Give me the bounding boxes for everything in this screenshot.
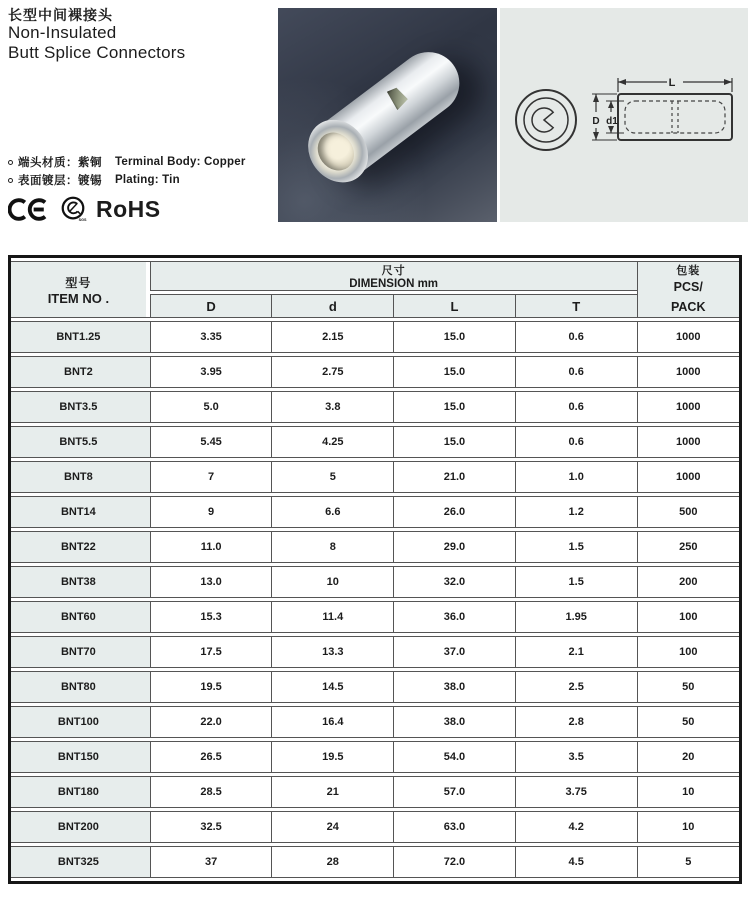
pack-cell: 1000 [637, 321, 739, 353]
dim-D-cell: 19.5 [150, 671, 272, 703]
dim-L-cell: 38.0 [393, 706, 515, 738]
dim-d-cell: 10 [271, 566, 393, 598]
connector-bore [310, 125, 361, 177]
dim-d-cell: 19.5 [271, 741, 393, 773]
dim-D-cell: 15.3 [150, 601, 272, 633]
dim-L-cell: 63.0 [393, 811, 515, 843]
connector-open-end [296, 108, 380, 194]
pack-cell: 100 [637, 601, 739, 633]
bullet-icon [8, 160, 13, 165]
spec-en-text: Terminal Body: Copper [115, 156, 246, 168]
spec-cn-text: 表面镀层：镀锡 [18, 175, 102, 187]
quality-cert-icon [59, 195, 87, 223]
dim-d-cell: 14.5 [271, 671, 393, 703]
dim-T-cell: 0.6 [515, 426, 637, 458]
table-row [11, 741, 739, 773]
col-header-L: L [393, 294, 515, 318]
end-view-outer-circle [516, 90, 576, 150]
dim-L-cell: 21.0 [393, 461, 515, 493]
pack-cell: 1000 [637, 356, 739, 388]
table-row [11, 811, 739, 843]
dim-D-cell: 32.5 [150, 811, 272, 843]
side-view-bore-dashed [625, 101, 725, 133]
dim-D-cell: 3.35 [150, 321, 272, 353]
table-row [11, 496, 739, 528]
dim-d-cell: 11.4 [271, 601, 393, 633]
col-header-dimension [150, 261, 637, 291]
item-header-cn: 型号 [65, 275, 92, 290]
label-D: D [592, 116, 600, 127]
table-row [11, 566, 739, 598]
dim-L-cell: 15.0 [393, 356, 515, 388]
product-photo [278, 8, 497, 222]
pack-cell: 1000 [637, 391, 739, 423]
dim-L-cell: 72.0 [393, 846, 515, 878]
col-header-d: d [271, 294, 393, 318]
dim-D-cell: 7 [150, 461, 272, 493]
table-row [11, 636, 739, 668]
dimension-header-cn: 尺寸 [381, 265, 406, 277]
dim-D-cell: 13.0 [150, 566, 272, 598]
dim-d-cell: 24 [271, 811, 393, 843]
item-no-cell: BNT2 [11, 356, 150, 388]
pack-cell: 10 [637, 776, 739, 808]
table-row [11, 601, 739, 633]
material-specs [8, 153, 246, 189]
dim-D-cell: 37 [150, 846, 272, 878]
label-L: L [668, 77, 676, 89]
dimension-drawing [500, 8, 748, 222]
dim-T-cell: 3.75 [515, 776, 637, 808]
table-row [11, 321, 739, 353]
table-row [11, 846, 739, 878]
label-d1: d1 [606, 116, 618, 127]
rohs-label: RoHS [96, 195, 161, 222]
pack-cell: 1000 [637, 426, 739, 458]
dim-d-cell: 6.6 [271, 496, 393, 528]
item-no-cell: BNT22 [11, 531, 150, 563]
dim-T-cell: 1.5 [515, 531, 637, 563]
col-header-T: T [515, 294, 637, 318]
dimension-diagram [500, 8, 748, 222]
dim-D-cell: 5.45 [150, 426, 272, 458]
dim-L-cell: 32.0 [393, 566, 515, 598]
table-row [11, 776, 739, 808]
dim-D-cell: 17.5 [150, 636, 272, 668]
dim-D-cell: 5.0 [150, 391, 272, 423]
dim-d-cell: 8 [271, 531, 393, 563]
item-no-cell: BNT38 [11, 566, 150, 598]
item-no-cell: BNT70 [11, 636, 150, 668]
dim-T-cell: 4.5 [515, 846, 637, 878]
dim-L-cell: 15.0 [393, 391, 515, 423]
item-no-cell: BNT180 [11, 776, 150, 808]
dim-D-cell: 11.0 [150, 531, 272, 563]
item-no-cell: BNT14 [11, 496, 150, 528]
table-row [11, 531, 739, 563]
cert-small-label: SGS [78, 218, 87, 223]
item-no-cell: BNT3.5 [11, 391, 150, 423]
dim-d-cell: 28 [271, 846, 393, 878]
dim-d-cell: 16.4 [271, 706, 393, 738]
dim-d-cell: 5 [271, 461, 393, 493]
spec-table [8, 255, 742, 884]
pack-cell: 5 [637, 846, 739, 878]
item-no-cell: BNT60 [11, 601, 150, 633]
item-no-cell: BNT5.5 [11, 426, 150, 458]
dim-T-cell: 0.6 [515, 391, 637, 423]
pack-cell: 100 [637, 636, 739, 668]
dim-D-cell: 9 [150, 496, 272, 528]
table-row [11, 461, 739, 493]
pack-header-pcs: PCS/ [673, 280, 703, 295]
dim-D-cell: 26.5 [150, 741, 272, 773]
item-no-cell: BNT100 [11, 706, 150, 738]
item-no-cell: BNT200 [11, 811, 150, 843]
dim-L-cell: 54.0 [393, 741, 515, 773]
dim-d-cell: 2.15 [271, 321, 393, 353]
dim-T-cell: 4.2 [515, 811, 637, 843]
dim-L-cell: 37.0 [393, 636, 515, 668]
dim-L-cell: 15.0 [393, 426, 515, 458]
dim-d-cell: 13.3 [271, 636, 393, 668]
dim-D-cell: 22.0 [150, 706, 272, 738]
dim-T-cell: 2.8 [515, 706, 637, 738]
end-view-wedge [532, 108, 553, 132]
ce-mark-icon [8, 198, 50, 221]
page-title-en-line1: Non-Insulated [8, 23, 117, 43]
table-row [11, 391, 739, 423]
bullet-icon [8, 178, 13, 183]
certification-marks [8, 194, 161, 224]
table-row [11, 671, 739, 703]
dim-T-cell: 2.5 [515, 671, 637, 703]
dim-T-cell: 0.6 [515, 321, 637, 353]
dim-d-cell: 4.25 [271, 426, 393, 458]
end-view-inner-circle [524, 98, 568, 142]
page-title-cn: 长型中间裸接头 [8, 7, 113, 23]
pack-cell: 20 [637, 741, 739, 773]
dim-T-cell: 1.2 [515, 496, 637, 528]
dimension-header-en: DIMENSION mm [349, 278, 439, 290]
pack-cell: 10 [637, 811, 739, 843]
dim-L-cell: 15.0 [393, 321, 515, 353]
dim-T-cell: 1.0 [515, 461, 637, 493]
table-row [11, 426, 739, 458]
spec-terminal-body [8, 153, 246, 171]
table-row [11, 356, 739, 388]
pack-cell: 250 [637, 531, 739, 563]
spec-en-text: Plating: Tin [115, 174, 180, 186]
dim-d-cell: 2.75 [271, 356, 393, 388]
dim-d-cell: 21 [271, 776, 393, 808]
pack-cell: 1000 [637, 461, 739, 493]
dim-L-cell: 29.0 [393, 531, 515, 563]
item-header-en: ITEM NO . [47, 290, 110, 306]
col-header-pack [637, 261, 739, 318]
spec-cn-text: 端头材质：紫铜 [18, 157, 102, 169]
dim-T-cell: 3.5 [515, 741, 637, 773]
connector-body [300, 40, 471, 191]
item-no-cell: BNT150 [11, 741, 150, 773]
dim-T-cell: 1.95 [515, 601, 637, 633]
pack-cell: 200 [637, 566, 739, 598]
pack-header-pack: PACK [671, 299, 706, 314]
dim-L-cell: 36.0 [393, 601, 515, 633]
dim-T-cell: 2.1 [515, 636, 637, 668]
item-no-cell: BNT1.25 [11, 321, 150, 353]
pack-header-cn: 包装 [676, 265, 701, 278]
dim-T-cell: 1.5 [515, 566, 637, 598]
title-block [8, 8, 185, 63]
col-header-D: D [150, 294, 272, 318]
dim-L-cell: 26.0 [393, 496, 515, 528]
spec-plating [8, 171, 246, 189]
dim-D-cell: 3.95 [150, 356, 272, 388]
pack-cell: 50 [637, 671, 739, 703]
dim-D-cell: 28.5 [150, 776, 272, 808]
item-no-cell: BNT325 [11, 846, 150, 878]
page-title-en-line2: Butt Splice Connectors [8, 43, 186, 63]
item-no-cell: BNT80 [11, 671, 150, 703]
dim-d-cell: 3.8 [271, 391, 393, 423]
connector-inspection-slot [385, 84, 410, 110]
dim-T-cell: 0.6 [515, 356, 637, 388]
col-header-item [11, 261, 150, 318]
table-row [11, 706, 739, 738]
dim-L-cell: 57.0 [393, 776, 515, 808]
dim-L-cell: 38.0 [393, 671, 515, 703]
item-no-cell: BNT8 [11, 461, 150, 493]
pack-cell: 500 [637, 496, 739, 528]
pack-cell: 50 [637, 706, 739, 738]
